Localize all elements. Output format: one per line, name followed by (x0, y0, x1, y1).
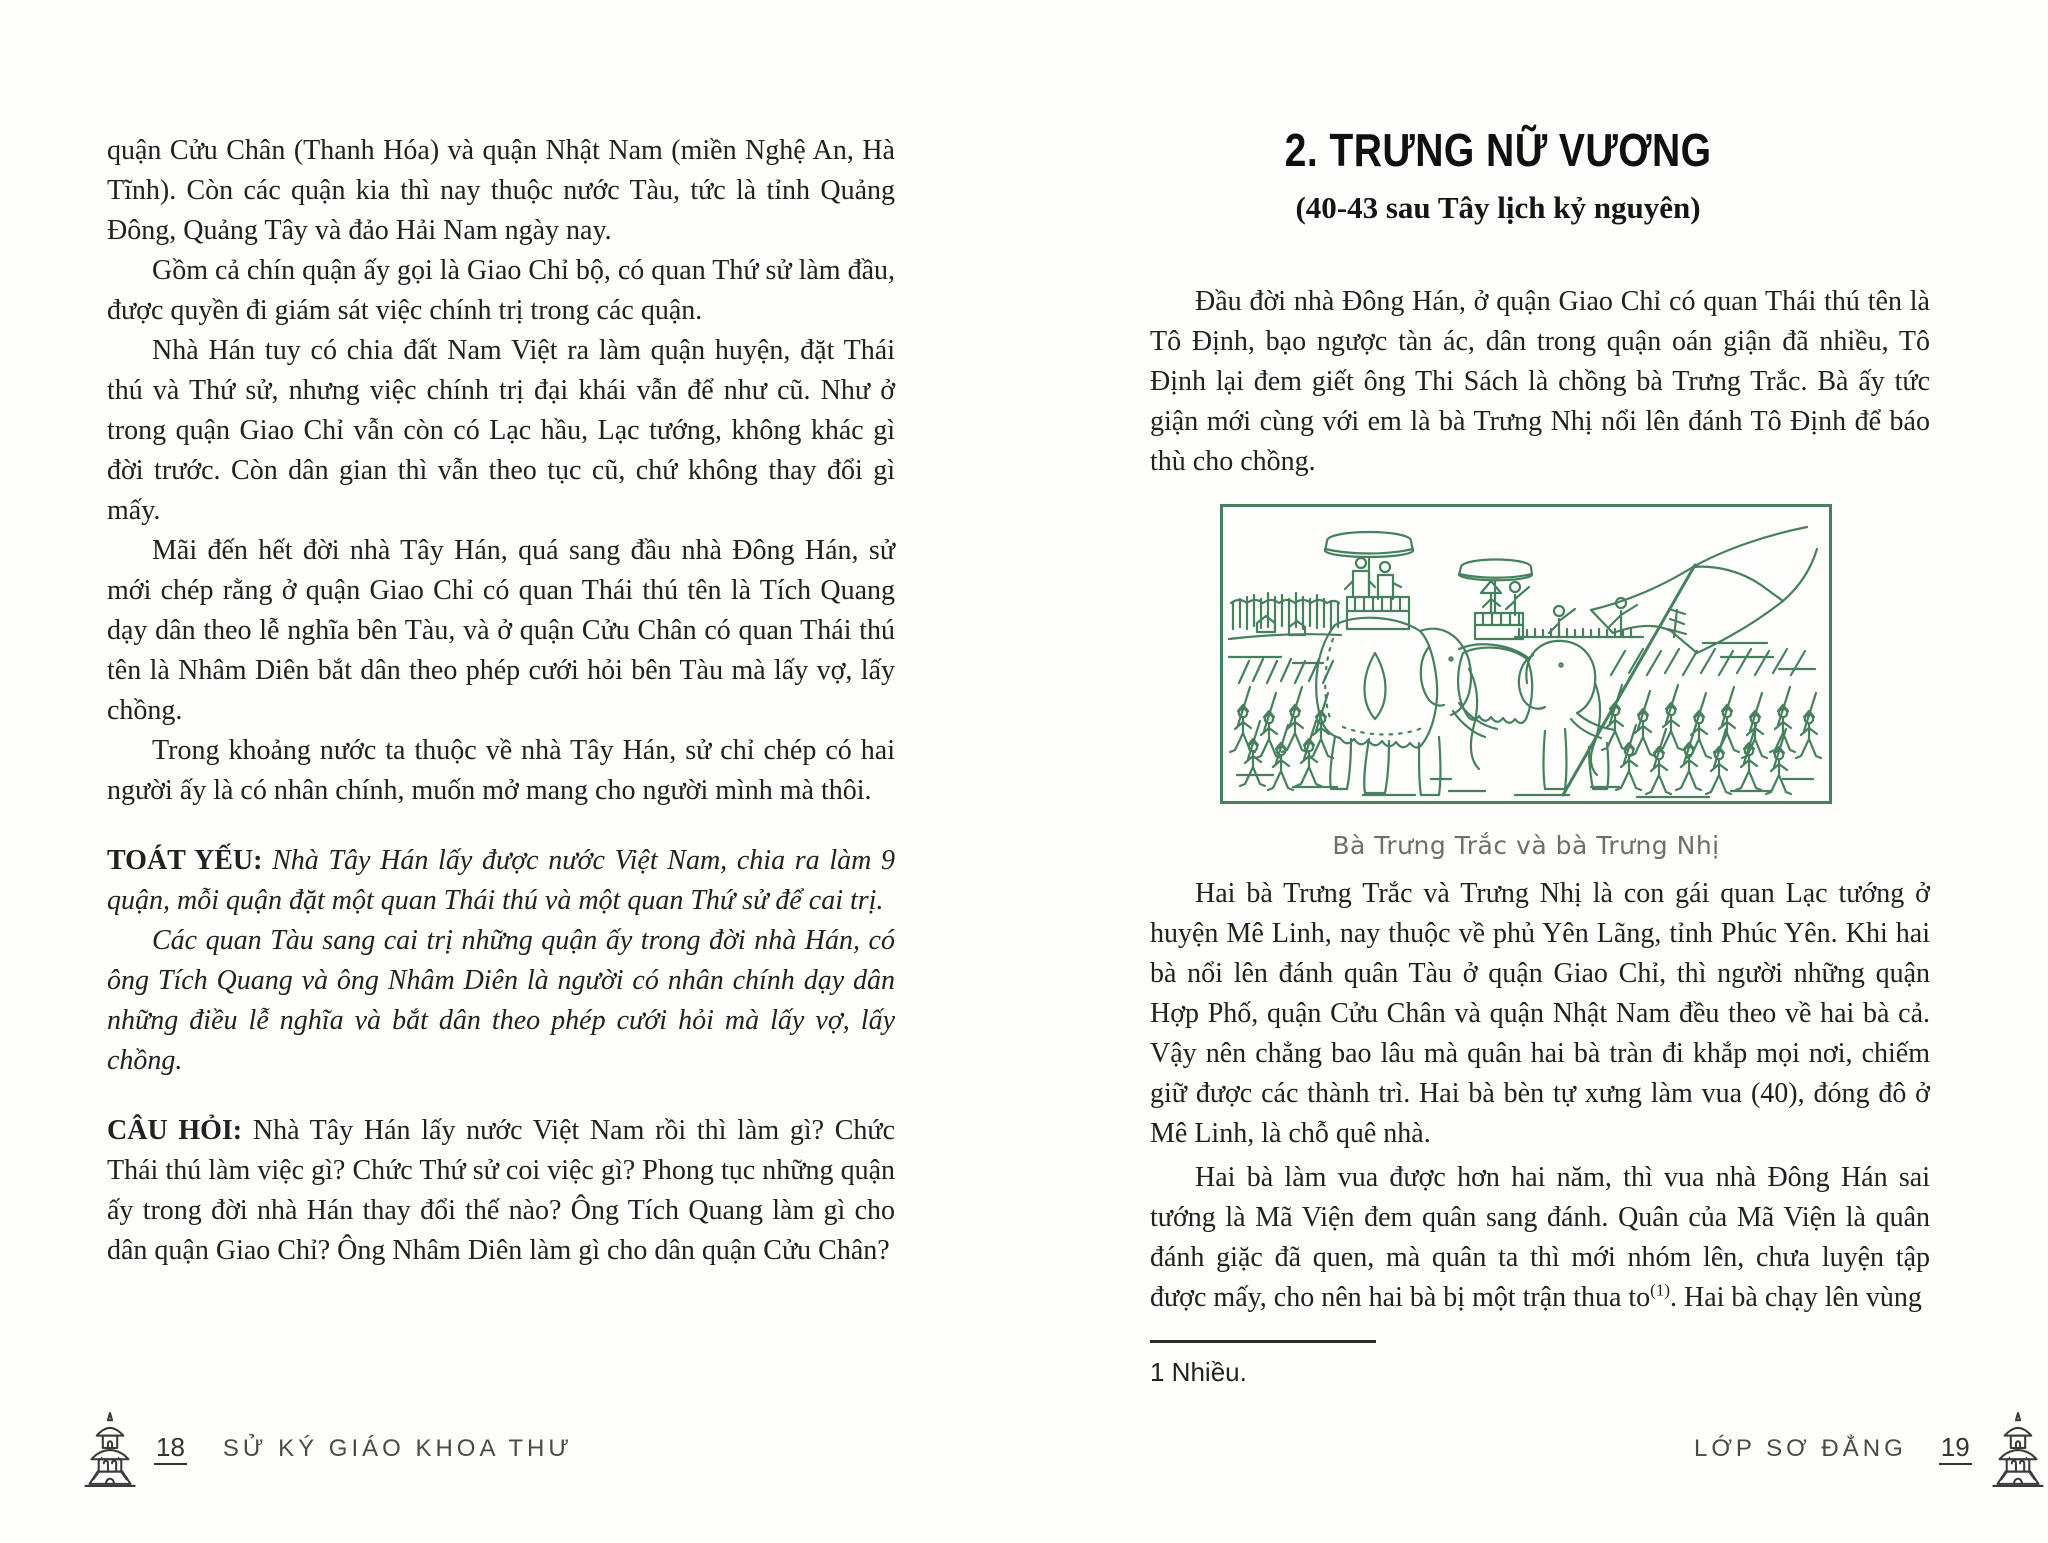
paragraph-label: CÂU HỎI: (107, 1115, 243, 1146)
figure-caption: Bà Trưng Trắc và bà Trưng Nhị (1332, 831, 1720, 860)
paragraph-text: Hai bà Trưng Trắc và Trưng Nhị là con gái quan Lạc tướng ở huyện Mê Linh, nay thuộc về phủ Yên Lãng, tỉnh Phúc Yên. Khi hai bà nổi lên đánh quân Tàu ở quận Giao Chỉ, thì người những quận Hợp Phố, quận Cửu Chân và quận Nhật Nam đều theo về hai bà cả. Vậy nên chẳng bao lâu mà quân hai bà tràn đi khắp mọi nơi, chiếm giữ được các thành trì. Hai bà bèn tự xưng làm vua (40), đóng đô ở Mê Linh, là chỗ quê nhà. (1150, 878, 1930, 1149)
figure-illustration (1220, 504, 1832, 804)
paragraph-text: Đầu đời nhà Đông Hán, ở quận Giao Chỉ có quan Thái thú tên là Tô Định, bạo ngược tàn ác, dân trong quận oán giận đã nhiều, Tô Định lại đem giết ông Thi Sách là chồng bà Trưng Trắc. Bà ấy tức giận mới cùng với em là bà Trưng Nhị nổi lên đánh Tô Định để báo thù cho chồng. (1150, 286, 1930, 477)
book-title: SỬ KÝ GIÁO KHOA THƯ (222, 1435, 573, 1462)
trung-sisters-elephants-illustration (1223, 507, 1829, 801)
footnote-text: 1 Nhiều. (1150, 1357, 1247, 1387)
body-paragraph (107, 251, 895, 331)
footnote-marker: (1) (1650, 1280, 1670, 1300)
page-number-right: 19 (1939, 1434, 1972, 1465)
body-paragraph (107, 131, 895, 251)
body-paragraph (107, 841, 895, 921)
right-page-text-column (1150, 112, 1930, 1432)
paragraph-text: Nhà Hán tuy có chia đất Nam Việt ra làm quận huyện, đặt Thái thú và Thứ sử, nhưng việc chính trị đại khái vẫn để như cũ. Như ở trong quận Giao Chỉ vẫn còn có Lạc hầu, Lạc tướng, không khác gì đời trước. Còn dân gian thì vẫn theo tục cũ, chứ không thay đổi gì mấy. (107, 335, 895, 526)
left-page-footer (78, 1410, 573, 1488)
body-paragraph (1150, 282, 1930, 482)
right-paragraph-group-top (1150, 282, 1930, 482)
footnote-block (1150, 1340, 1930, 1392)
paragraph-text-continuation: . Hai bà chạy lên vùng (1669, 1282, 1922, 1313)
body-paragraph (1150, 874, 1930, 1154)
body-paragraph (107, 331, 895, 531)
paragraph-text: Mãi đến hết đời nhà Tây Hán, quá sang đầu nhà Đông Hán, sử mới chép rằng ở quận Giao Chỉ có quan Thái thú tên là Tích Quang dạy dân theo lễ nghĩa bên Tàu, và ở quận Cửu Chân có quan Thái thú tên là Nhâm Diên bắt dân theo phép cưới hỏi bên Tàu mà lấy vợ, lấy chồng. (107, 535, 895, 726)
body-paragraph (1150, 1158, 1930, 1318)
body-paragraph (107, 531, 895, 731)
turtle-tower-icon (78, 1410, 142, 1488)
body-paragraph (107, 1111, 895, 1271)
grade-label: LỚP SƠ ĐẲNG (1694, 1435, 1907, 1462)
body-paragraph (107, 731, 895, 811)
right-paragraph-group-bottom (1150, 1158, 1930, 1318)
footnote-rule (1150, 1340, 1376, 1343)
turtle-tower-icon (1986, 1410, 2048, 1488)
paragraph-text: Nhà Tây Hán lấy được nước Việt Nam, chia ra làm 9 quận, mỗi quận đặt một quan Thái thú và một quan Thứ sử để cai trị. (107, 845, 896, 916)
chapter-title (1150, 124, 1930, 176)
paragraph-text: Nhà Tây Hán lấy nước Việt Nam rồi thì làm gì? Chức Thái thú làm việc gì? Chức Thứ sử coi việc gì? Phong tục những quận ấy trong đời nhà Hán thay đổi thế nào? Ông Tích Quang làm gì cho dân quận Giao Chỉ? Ông Nhâm Diên làm gì cho dân quận Cửu Chân? (107, 1115, 895, 1266)
chapter-subtitle: (40-43 sau Tây lịch kỷ nguyên) (1295, 190, 1701, 225)
page-number-left: 18 (154, 1434, 187, 1465)
chapter-title-text: 2. TRƯNG NỮ VƯƠNG (1284, 124, 1712, 176)
left-page-text-column (107, 131, 895, 1271)
right-page-footer (1694, 1410, 2048, 1488)
right-paragraph-group-mid (1150, 874, 1930, 1154)
body-paragraph (107, 921, 895, 1081)
paragraph-label: TOÁT YẾU: (107, 845, 263, 876)
paragraph-text: Hai bà làm vua được hơn hai năm, thì vua nhà Đông Hán sai tướng là Mã Viện đem quân sang đánh. Quân của Mã Viện là quân đánh giặc đã quen, mà quân ta thì mới nhóm lên, chưa luyện tập được mấy, cho nên hai bà bị một trận thua to (1150, 1162, 1930, 1313)
paragraph-text: Trong khoảng nước ta thuộc về nhà Tây Hán, sử chỉ chép có hai người ấy là có nhân chính, muốn mở mang cho người mình mà thôi. (107, 735, 895, 806)
paragraph-text: Gồm cả chín quận ấy gọi là Giao Chỉ bộ, có quan Thứ sử làm đầu, được quyền đi giám sát việc chính trị trong các quận. (107, 255, 895, 326)
paragraph-text: quận Cửu Chân (Thanh Hóa) và quận Nhật Nam (miền Nghệ An, Hà Tĩnh). Còn các quận kia thì nay thuộc nước Tàu, tức là tỉnh Quảng Đông, Quảng Tây và đảo Hải Nam ngày nay. (107, 135, 895, 246)
paragraph-text: Các quan Tàu sang cai trị những quận ấy trong đời nhà Hán, có ông Tích Quang và ông Nhâm Diên là người có nhân chính dạy dân những điều lễ nghĩa và bắt dân theo phép cưới hỏi mà lấy vợ, lấy chồng. (107, 925, 895, 1076)
